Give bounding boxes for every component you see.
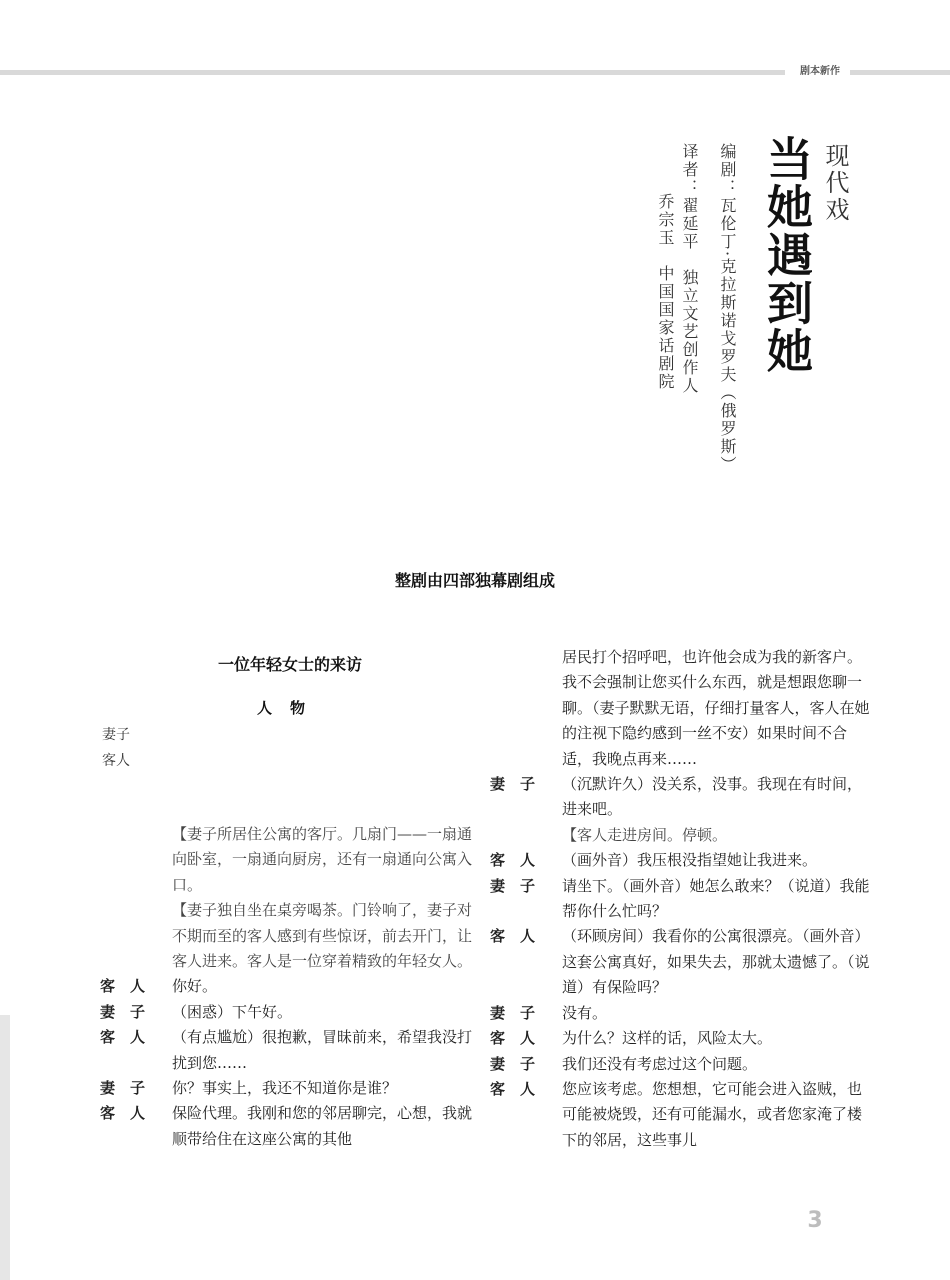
line-text: 你好。 [172, 977, 218, 996]
speaker: 客 人 [100, 977, 146, 996]
speaker: 客 人 [490, 1079, 536, 1098]
page-margin-bar [0, 1015, 10, 1280]
line-text: 保险代理。我刚和您的邻居聊完，心想，我就顺带给住在这座公寓的其他 [172, 1104, 473, 1148]
page-number: 3 [807, 1208, 823, 1233]
line-text: （画外音）我压根没指望她让我进来。 [562, 851, 818, 870]
line-text: 为什么？这样的话，风险太大。 [562, 1029, 773, 1048]
dialogue-line [490, 772, 870, 823]
speaker: 妻 子 [490, 775, 536, 794]
speaker: 客 人 [490, 851, 536, 870]
dialogue-line [100, 974, 480, 999]
dialogue-line [100, 1025, 480, 1076]
translator-credit: 译者：翟延平 独立文艺创作人 [680, 143, 699, 395]
line-text: 请坐下。（画外音）她怎么敢来？（说道）我能帮你什么忙吗？ [562, 876, 870, 921]
dialogue-line [100, 1000, 480, 1025]
stage-direction: 【妻子所居住公寓的客厅。几扇门——一扇通向卧室，一扇通向厨房，还有一扇通向公寓入口。 [172, 825, 473, 894]
dialogue-line [490, 924, 870, 1000]
speaker: 客 人 [100, 1028, 146, 1047]
line-text: （困惑）下午好。 [172, 1002, 293, 1021]
header-rule-left [0, 70, 785, 75]
dialogue-line [490, 1077, 870, 1153]
line-text: 没有。 [562, 1003, 608, 1022]
dialogue-line [100, 1101, 480, 1152]
left-column [100, 822, 480, 1152]
speaker: 客 人 [490, 1029, 536, 1048]
writer-credit: 编剧：瓦伦丁·克拉斯诺戈罗夫（俄罗斯） [718, 143, 737, 475]
dialogue-line [490, 1001, 870, 1026]
speaker: 妻 子 [490, 1054, 536, 1073]
translator-credit-2: 乔宗玉 中国国家话剧院 [656, 193, 675, 391]
line-text: （沉默许久）没关系，没事。我现在有时间，进来吧。 [562, 775, 863, 819]
subtitle: 整剧由四部独幕剧组成 [394, 571, 555, 590]
speaker: 客 人 [490, 927, 536, 946]
line-text: 您应该考虑。您想想，它可能会进入盗贼，也可能被烧毁，还有可能漏水，或者您家淹了楼下的邻居，这些事儿 [562, 1079, 863, 1149]
line-text: （环顾房间）我看你的公寓很漂亮。（画外音）这套公寓真好，如果失去，那就太遗憾了。（说道）有保险吗？ [562, 927, 870, 997]
stage-direction: 【妻子独自坐在桌旁喝茶。门铃响了，妻子对不期而至的客人感到有些惊讶，前去开门，让客人进来。客人是一位穿着精致的年轻女人。 [172, 901, 473, 971]
line-text: 你？事实上，我还不知道你是谁？ [172, 1079, 398, 1098]
header-rule-right [850, 70, 950, 75]
character-item: 客人 [102, 753, 130, 769]
line-text: 我们还没有考虑过这个问题。 [562, 1054, 758, 1073]
play-main-title: 当她遇到她 [760, 135, 814, 375]
dialogue-line [490, 874, 870, 925]
act-title: 一位年轻女士的来访 [217, 655, 362, 674]
speaker: 妻 子 [490, 1003, 536, 1022]
right-column [490, 645, 870, 1153]
speaker: 妻 子 [100, 1079, 146, 1098]
dialogue-line [490, 1026, 870, 1051]
section-label: 剧本新作 [800, 66, 840, 77]
stage-direction: 【客人走进房间。停顿。 [562, 825, 728, 844]
character-list [102, 722, 130, 774]
dialogue-line [100, 1076, 480, 1101]
dialogue-continuation: 居民打个招呼吧，也许他会成为我的新客户。我不会强制让您买什么东西，就是想跟您聊一聊。（妻子默默无语，仔细打量客人，客人在她的注视下隐约感到一丝不安）如果时间不合适，我晚点再来…… [562, 648, 870, 768]
characters-heading: 人物 [256, 699, 323, 717]
speaker: 客 人 [100, 1104, 146, 1123]
speaker: 妻 子 [490, 876, 536, 895]
line-text: （有点尴尬）很抱歉，冒昧前来，希望我没打扰到您…… [172, 1028, 473, 1072]
character-item: 妻子 [102, 727, 130, 743]
genre-label: 现代戏 [821, 143, 849, 224]
dialogue-line [490, 848, 870, 873]
dialogue-line [490, 1052, 870, 1077]
speaker: 妻 子 [100, 1002, 146, 1021]
